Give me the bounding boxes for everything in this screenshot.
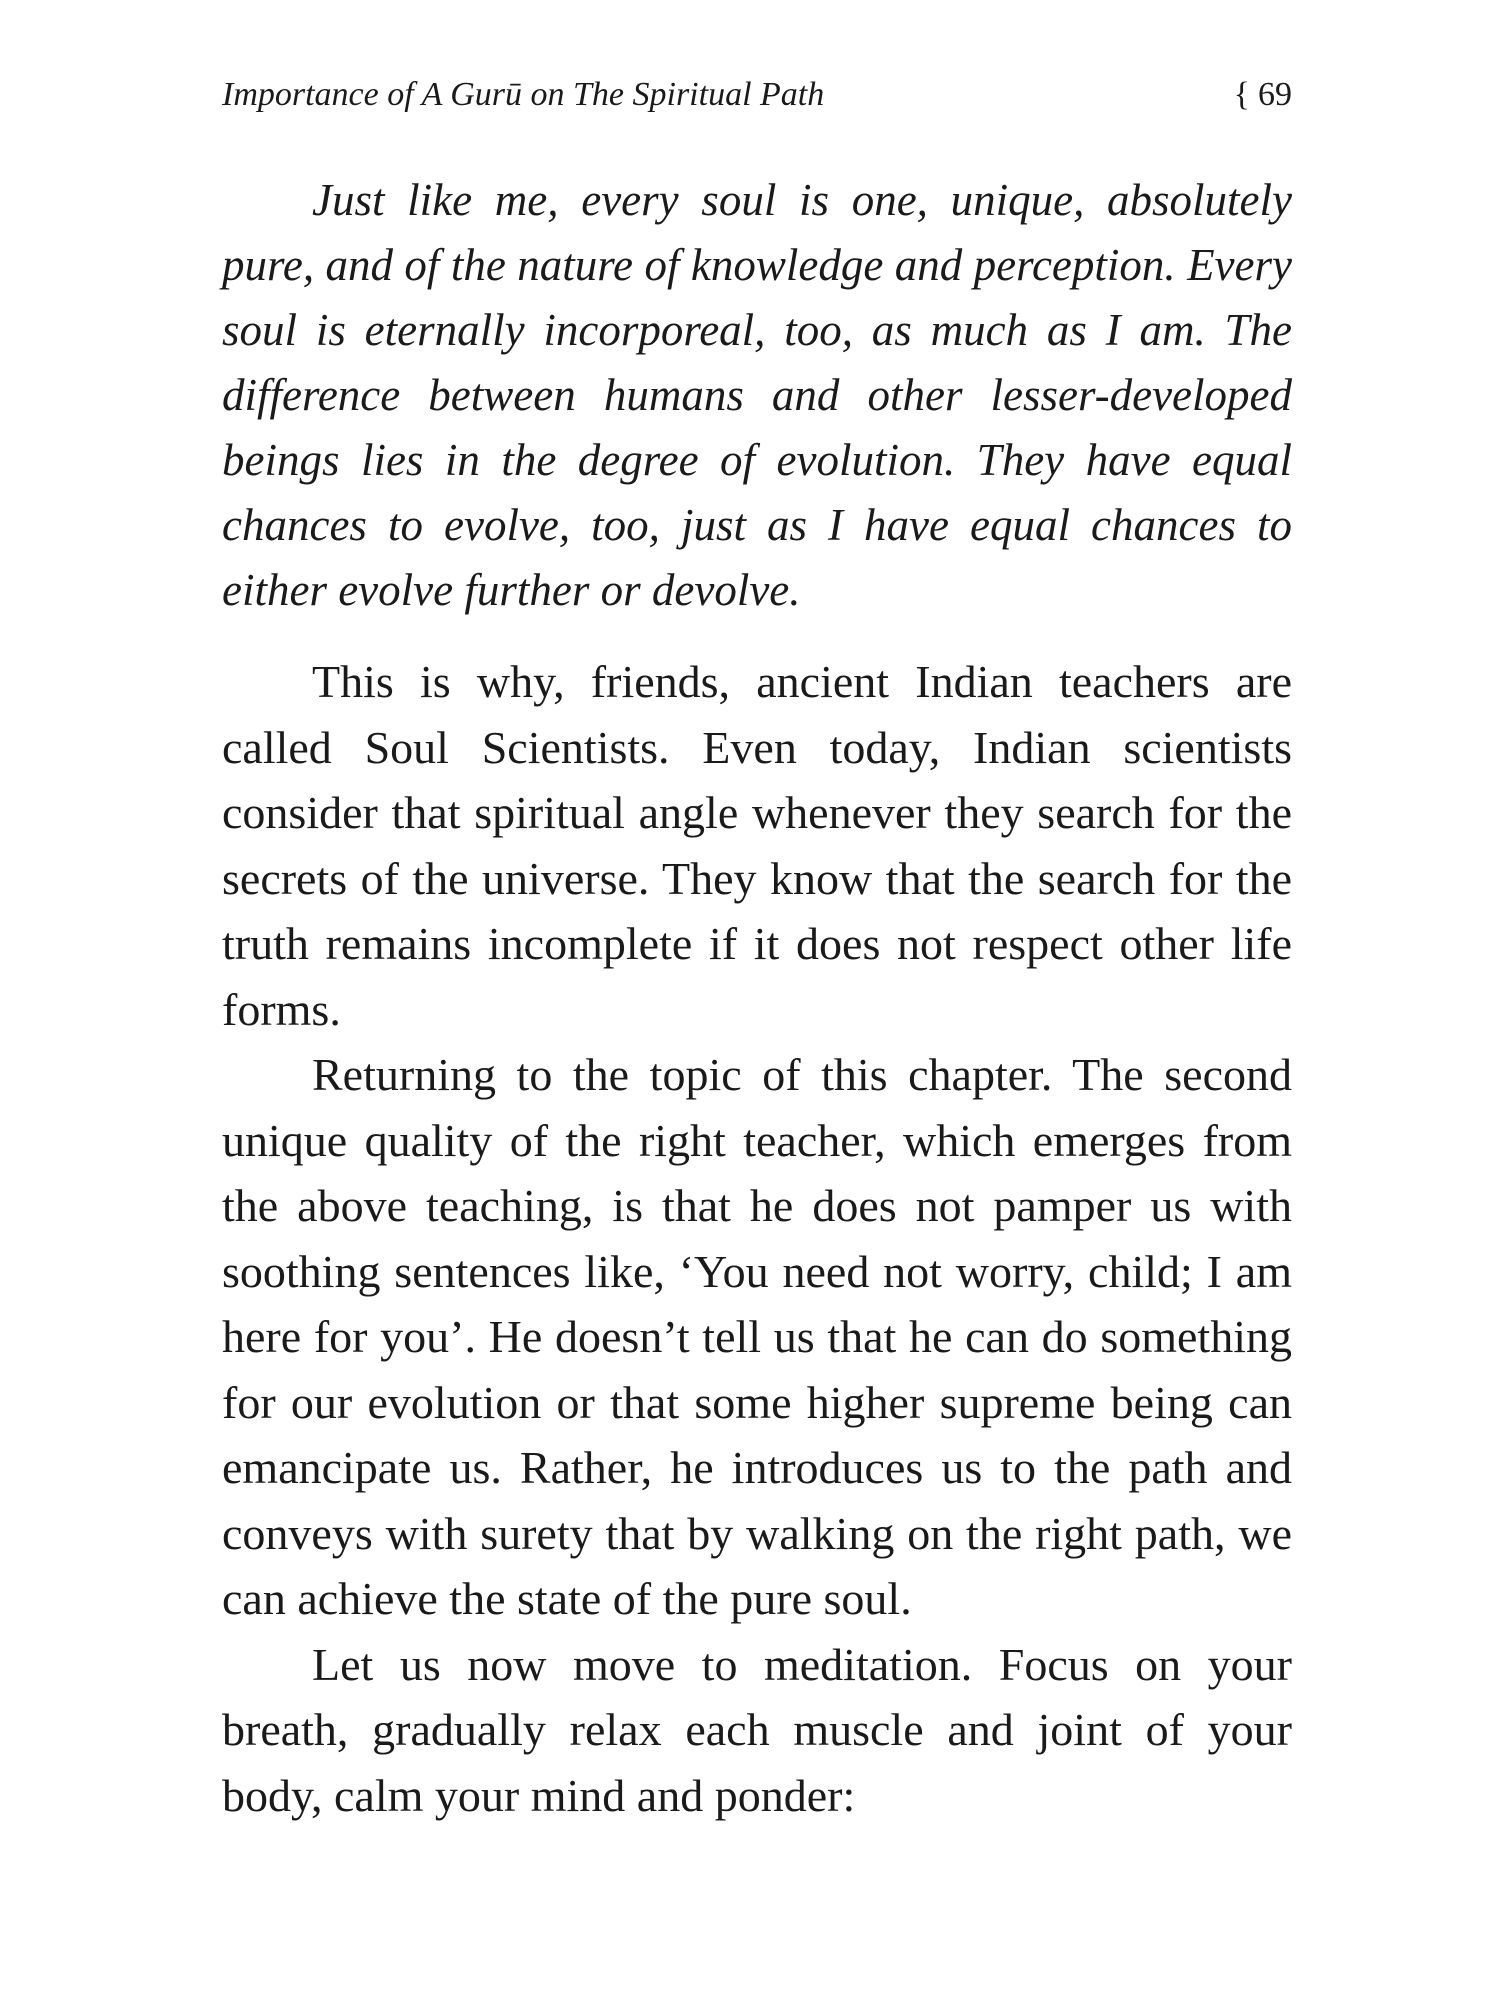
page-number: 69 bbox=[1258, 76, 1292, 113]
italic-contemplation-paragraph: Just like me, every soul is one, unique, absolutely pure, and of the nature of knowledge and perception. Every soul is eternally incorporeal, too, as much as I am. The difference between humans and other lesser-developed beings lies in the degree of evolution. They have equal chances to evolve, too, just as I have equal chances to either evolve further or devolve. bbox=[222, 175, 1292, 615]
paragraph-soul-scientists: This is why, friends, ancient Indian teachers are called Soul Scientists. Even today, Indian scientists consider that spiritual angle whenever they search for the secrets of the universe. They know that the search for the truth remains incomplete if it does not respect other life forms. bbox=[222, 656, 1292, 1035]
page-number-block bbox=[1234, 70, 1292, 120]
paragraph-right-teacher: Returning to the topic of this chapter. The second unique quality of the right teacher, which emerges from the above teaching, is that he does not pamper us with soothing sentences like, ‘You need not worry, child; I am here for you’. He doesn’t tell us that he can do something for our evolution or that some higher supreme being can emancipate us. Rather, he introduces us to the path and conveys with surety that by walking on the right path, we can achieve the state of the pure soul. bbox=[222, 1049, 1292, 1624]
body-text bbox=[222, 168, 1292, 1828]
folio-brace: { bbox=[1233, 76, 1250, 113]
running-head bbox=[222, 70, 1292, 120]
running-title: Importance of A Gurū on The Spiritual Path bbox=[222, 76, 825, 113]
paragraph-meditation: Let us now move to meditation. Focus on your breath, gradually relax each muscle and joint of your body, calm your mind and ponder: bbox=[222, 1638, 1292, 1821]
